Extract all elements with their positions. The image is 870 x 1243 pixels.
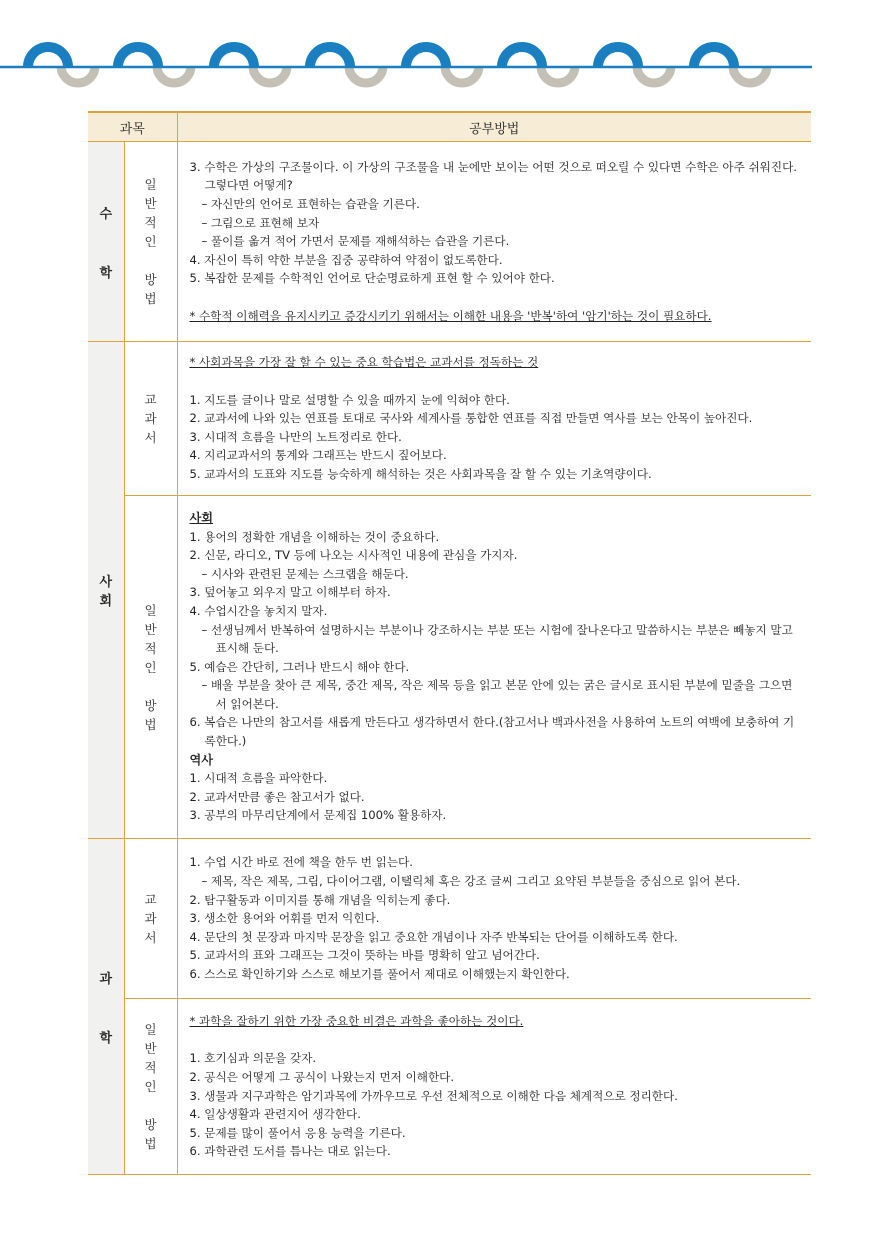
history-section-title: 역사 [189, 752, 214, 767]
list-item: – 제목, 작은 제목, 그림, 다이어그램, 이탤릭체 혹은 강조 글씨 그리고 요약된 부분들을 중심으로 읽어 본다. [201, 874, 741, 889]
math-row [88, 142, 811, 342]
category-social-textbook: 교 과 서 [124, 342, 177, 496]
list-item: 4. 자신이 특히 약한 부분을 집중 공략하여 약점이 없도록한다. [189, 252, 503, 267]
list-item: 1. 호기심과 의문을 갖자. [189, 1051, 317, 1066]
list-item: 2. 교과서만큼 좋은 참고서가 없다. [189, 789, 365, 804]
list-item: 3. 수학은 가상의 구조물이다. 이 가상의 구조물을 내 눈에만 보이는 어떤 것으로 떠오릴 수 있다면 수학은 아주 쉬워진다. 그렇다면 어떻게? [189, 159, 797, 193]
science-note: * 과학을 잘하기 위한 가장 중요한 비결은 과학을 좋아하는 것이다. [189, 1014, 524, 1029]
list-item: 4. 지리교과서의 통계와 그래프는 반드시 짚어보다. [189, 448, 447, 463]
list-item: 5. 예습은 간단히, 그러나 반드시 해야 한다. [189, 659, 410, 674]
list-item: 5. 교과서의 표와 그래프는 그것이 뜻하는 바를 명확히 알고 넘어간다. [189, 948, 540, 963]
list-item: – 자신만의 언어로 표현하는 습관을 기른다. [201, 197, 420, 212]
list-item: 2. 공식은 어떻게 그 공식이 나왔는지 먼저 이해한다. [189, 1069, 455, 1084]
math-methods [177, 142, 811, 342]
science-textbook-methods [177, 839, 811, 999]
list-item: 1. 용어의 정확한 개념을 이해하는 것이 중요하다. [189, 529, 440, 544]
list-item: 1. 지도를 글이나 말로 설명할 수 있을 때까지 눈에 익혀야 한다. [189, 392, 510, 407]
list-item: – 그림으로 표현해 보자 [201, 215, 320, 230]
gray-rings [61, 66, 767, 83]
social-section-title: 사회 [189, 510, 214, 525]
social-general-row [88, 496, 811, 839]
science-general-row [88, 999, 811, 1175]
list-item: 4. 일상생활과 관련지어 생각한다. [189, 1107, 361, 1122]
method-column-header: 공부방법 [177, 112, 811, 142]
list-item: 1. 수업 시간 바로 전에 책을 한두 번 읽는다. [189, 855, 413, 870]
header-decoration [0, 0, 870, 100]
subject-social: 사 회 [88, 342, 124, 839]
list-item: – 배울 부분을 찾아 큰 제목, 중간 제목, 작은 제목 등을 읽고 본문 안에 있는 굵은 글시로 표시된 부분에 밑줄을 그으면서 읽어본다. [201, 678, 793, 711]
list-item: 4. 수업시간을 놓치지 말자. [189, 603, 328, 618]
social-general-methods [177, 496, 811, 839]
social-textbook-methods [177, 342, 811, 496]
list-item: 3. 덮어놓고 외우지 말고 이해부터 하자. [189, 585, 391, 600]
list-item: 3. 생소한 용어와 어휘를 먼저 익힌다. [189, 911, 380, 926]
list-item: 5. 복잡한 문제를 수학적인 언어로 단순명료하게 표현 할 수 있어야 한다. [189, 271, 555, 286]
list-item: 6. 복습은 나만의 참고서를 새롭게 만든다고 생각하면서 한다.(참고서나 백과사전을 사용하여 노트의 여백에 보충하여 기록한다.) [189, 715, 795, 749]
social-textbook-row [88, 342, 811, 496]
category-social-general: 일 반 적 인 방 법 [124, 496, 177, 839]
list-item: 4. 문단의 첫 문장과 마지막 문장을 읽고 중요한 개념이나 자주 반복되는 단어를 이해하도록 한다. [189, 929, 678, 944]
subject-column-header: 과목 [88, 112, 177, 142]
subject-science: 과 학 [88, 839, 124, 1175]
science-general-methods [177, 999, 811, 1175]
list-item: 6. 과학관련 도서를 틈나는 대로 읽는다. [189, 1144, 391, 1159]
list-item: 5. 교과서의 도표와 지도를 능숙하게 해석하는 것은 사회과목을 잘 할 수 있는 기초역량이다. [189, 466, 652, 481]
list-item: 3. 시대적 흐름을 나만의 노트정리로 한다. [189, 429, 402, 444]
math-note: * 수학적 이해력을 유지시키고 증강시키기 위해서는 이해한 내용을 '반복'하여 '암기'하는 것이 필요하다. [189, 308, 712, 323]
list-item: 1. 시대적 흐름을 파악한다. [189, 771, 328, 786]
list-item: 6. 스스로 확인하기와 스스로 해보기를 풀어서 제대로 이해했는지 확인한다. [189, 966, 570, 981]
list-item: 2. 신문, 라디오, TV 등에 나오는 시사적인 내용에 관심을 가지자. [189, 548, 518, 563]
category-science-textbook: 교 과 서 [124, 839, 177, 999]
list-item: – 풀이를 옮겨 적어 가면서 문제를 재해석하는 습관을 기른다. [201, 234, 510, 249]
category-math-general: 일 반 적 인 방 법 [124, 142, 177, 342]
list-item: 2. 교과서에 나와 있는 연표를 토대로 국사와 세계사를 통합한 연표를 직접 만들면 역사를 보는 안목이 높아진다. [189, 411, 753, 426]
list-item: 3. 생물과 지구과학은 암기과목에 가까우므로 우선 전체적으로 이해한 다음 체계적으로 정리한다. [189, 1088, 678, 1103]
table-header-row [88, 112, 811, 142]
list-item: 5. 문제를 많이 풀어서 응용 능력을 기른다. [189, 1125, 406, 1140]
blue-rings [28, 47, 734, 67]
list-item: 3. 공부의 마무리단계에서 문제집 100% 활용하자. [189, 808, 447, 823]
science-textbook-row [88, 839, 811, 999]
subject-math: 수 학 [88, 142, 124, 342]
list-item: – 시사와 관련된 문제는 스크랩을 해둔다. [201, 566, 409, 581]
social-textbook-note: * 사회과목을 가장 잘 할 수 있는 중요 학습법은 교과서를 정독하는 것 [189, 355, 539, 370]
list-item: 2. 탐구활동과 이미지를 통해 개념을 익히는게 좋다. [189, 892, 451, 907]
study-method-table [88, 111, 811, 1175]
list-item: – 선생님께서 반복하여 설명하시는 부분이나 강조하시는 부분 또는 시험에 잘나온다고 말씀하시는 부분은 빼놓지 말고 표시해 둔다. [201, 622, 793, 656]
category-science-general: 일 반 적 인 방 법 [124, 999, 177, 1175]
